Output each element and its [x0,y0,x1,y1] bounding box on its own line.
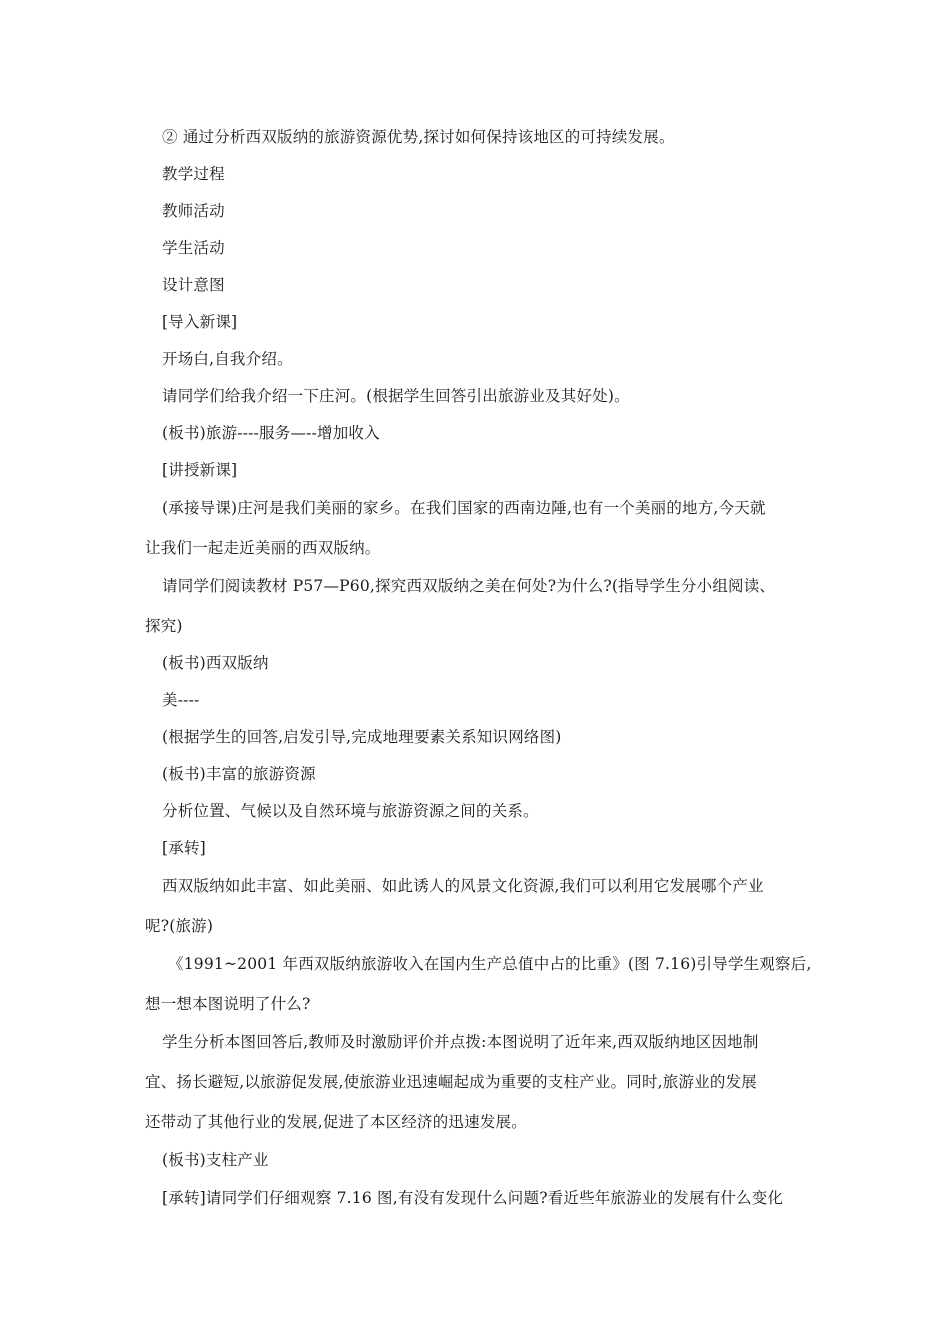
paragraph-line: 想一想本图说明了什么? [145,995,311,1013]
paragraph-line: 西双版纳如此丰富、如此美丽、如此诱人的风景文化资源,我们可以利用它发展哪个产业 [162,877,764,895]
heading-student-activity: 学生活动 [162,239,225,257]
paragraph-line: 学生分析本图回答后,教师及时激励评价并点拨:本图说明了近年来,西双版纳地区因地制 [162,1033,759,1051]
heading-teaching-process: 教学过程 [162,165,225,183]
paragraph-line: 美---- [162,691,200,709]
heading-design-intent: 设计意图 [162,276,225,294]
paragraph-line: (根据学生的回答,启发引导,完成地理要素关系知识网络图) [162,728,562,746]
paragraph-line: 开场白,自我介绍。 [162,350,293,368]
paragraph-line: [承转]请同学们仔细观察 7.16 图,有没有发现什么问题?看近些年旅游业的发展有什么变化 [162,1189,784,1207]
blackboard-note: (板书)旅游----服务—--增加收入 [162,424,380,442]
paragraph-line: 探究) [145,617,183,635]
section-new-lesson: [讲授新课] [162,461,238,479]
section-transition: [承转] [162,839,206,857]
objective-2: ② 通过分析西双版纳的旅游资源优势,探讨如何保持该地区的可持续发展。 [162,128,675,146]
paragraph-line: 请同学们阅读教材 P57—P60,探究西双版纳之美在何处?为什么?(指导学生分小组阅读、 [162,577,776,595]
paragraph-line: (承接导课)庄河是我们美丽的家乡。在我们国家的西南边陲,也有一个美丽的地方,今天就 [162,499,766,517]
paragraph-line: 还带动了其他行业的发展,促进了本区经济的迅速发展。 [145,1113,527,1131]
paragraph-line: 分析位置、气候以及自然环境与旅游资源之间的关系。 [162,802,539,820]
paragraph-line: 《1991~2001 年西双版纳旅游收入在国内生产总值中占的比重》(图 7.16)引导学生观察后, [168,955,812,973]
paragraph-line: 让我们一起走近美丽的西双版纳。 [145,539,381,557]
paragraph-line: 呢?(旅游) [145,917,214,935]
section-intro: [导入新课] [162,313,238,331]
paragraph-line: 请同学们给我介绍一下庄河。(根据学生回答引出旅游业及其好处)。 [162,387,630,405]
blackboard-note: (板书)丰富的旅游资源 [162,765,316,783]
blackboard-note: (板书)西双版纳 [162,654,269,672]
blackboard-note: (板书)支柱产业 [162,1151,269,1169]
paragraph-line: 宜、扬长避短,以旅游促发展,使旅游业迅速崛起成为重要的支柱产业。同时,旅游业的发展 [145,1073,757,1091]
heading-teacher-activity: 教师活动 [162,202,225,220]
